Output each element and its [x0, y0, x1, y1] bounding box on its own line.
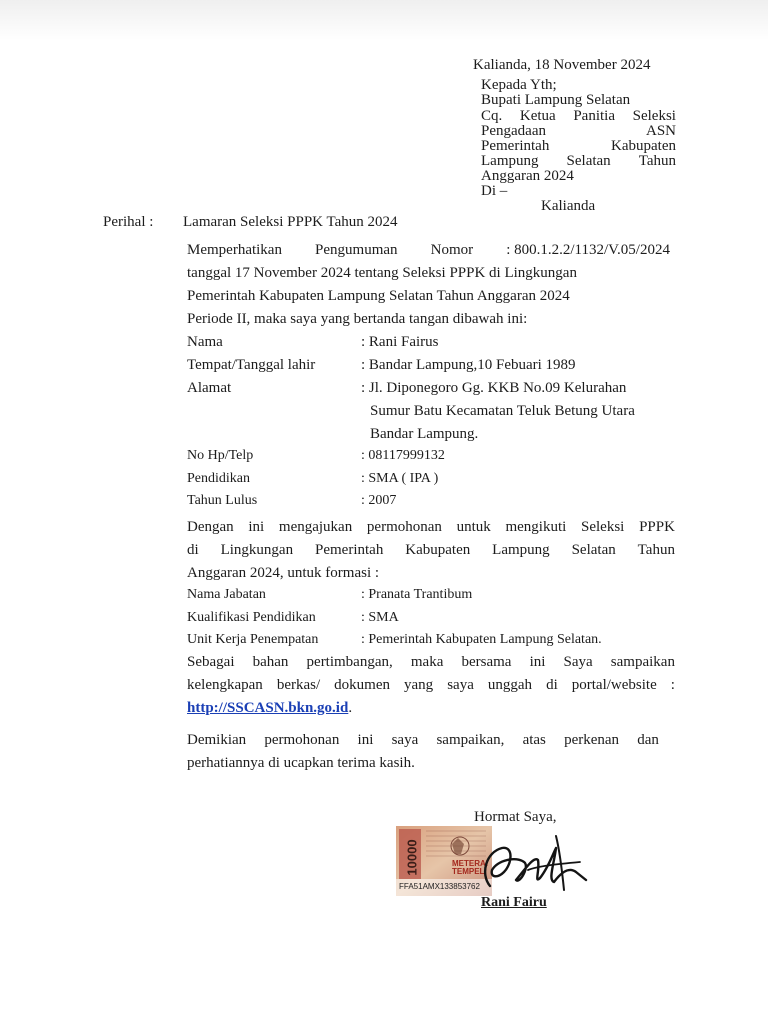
formation-value-jabatan: : Pranata Trantibum	[361, 587, 473, 602]
formation-label-kualifikasi: Kualifikasi Pendidikan	[187, 610, 316, 625]
field-value-lulus: : 2007	[361, 493, 397, 508]
field-value-pendidikan: : SMA ( IPA )	[361, 471, 439, 486]
field-value-alamat-cont: Sumur Batu Kecamatan Teluk Betung Utara	[370, 403, 635, 419]
addressee-line: Cq. Ketua Panitia Seleksi	[481, 108, 676, 124]
application-line: Dengan ini mengajukan permohonan untuk mengikuti Seleksi PPPK	[187, 519, 675, 535]
field-value-alamat: : Jl. Diponegoro Gg. KKB No.09 Kelurahan	[361, 380, 627, 396]
application-line: Anggaran 2024, untuk formasi :	[187, 565, 380, 581]
sscasn-link[interactable]: http://SSCASN.bkn.go.id	[187, 700, 349, 716]
field-value-alamat-cont: Bandar Lampung.	[370, 426, 479, 442]
addressee-line: Lampung Selatan Tahun	[481, 153, 676, 169]
scan-top-shadow	[0, 0, 768, 40]
field-label-hp: No Hp/Telp	[187, 448, 254, 463]
field-label-nama: Nama	[187, 334, 223, 350]
formation-label-jabatan: Nama Jabatan	[187, 587, 266, 602]
formation-label-unit: Unit Kerja Penempatan	[187, 632, 319, 647]
stamp-text: METERAI TEMPEL	[452, 859, 488, 876]
field-value-nama: : Rani Fairus	[361, 334, 439, 350]
addressee-line: Pengadaan ASN	[481, 123, 676, 139]
subject-label: Perihal :	[103, 214, 154, 230]
field-label-lulus: Tahun Lulus	[187, 493, 258, 508]
field-value-ttl: : Bandar Lampung,10 Febuari 1989	[361, 357, 576, 373]
stamp-value: 10000	[404, 839, 420, 876]
application-line: di Lingkungan Pemerintah Kabupaten Lampung Selatan Tahun	[187, 542, 675, 558]
intro-line: Periode II, maka saya yang bertanda tangan dibawah ini:	[187, 311, 528, 327]
signatory-name: Rani Fairu	[481, 895, 547, 910]
addressee-line: Kalianda	[541, 198, 596, 214]
consideration-line: Sebagai bahan pertimbangan, maka bersama ini Saya sampaikan	[187, 654, 675, 670]
closing-line: perhatiannya di ucapkan terima kasih.	[187, 755, 415, 771]
stamp-serial: FFA51AMX133853762	[399, 882, 480, 891]
addressee-line: Di –	[481, 183, 508, 199]
place-date: Kalianda, 18 November 2024	[473, 57, 651, 73]
formation-value-kualifikasi: : SMA	[361, 610, 399, 625]
intro-line: Pemerintah Kabupaten Lampung Selatan Tahun Anggaran 2024	[187, 288, 570, 304]
formation-value-unit: : Pemerintah Kabupaten Lampung Selatan.	[361, 632, 602, 647]
field-label-pendidikan: Pendidikan	[187, 471, 250, 486]
field-label-alamat: Alamat	[187, 380, 232, 396]
addressee-line: Pemerintah Kabupaten	[481, 138, 676, 154]
addressee-line: Anggaran 2024	[481, 168, 574, 184]
consideration-line: kelengkapan berkas/ dokumen yang saya unggah di portal/website :	[187, 677, 675, 693]
field-value-hp: : 08117999132	[361, 448, 445, 463]
field-label-ttl: Tempat/Tanggal lahir	[187, 357, 316, 373]
addressee-line: Bupati Lampung Selatan	[481, 92, 631, 108]
signature-greeting: Hormat Saya,	[474, 809, 557, 825]
closing-line: Demikian permohonan ini saya sampaikan, atas perkenan dan	[187, 732, 659, 748]
addressee-line: Kepada Yth;	[481, 77, 557, 93]
subject-value: Lamaran Seleksi PPPK Tahun 2024	[183, 214, 398, 230]
consideration-line: http://SSCASN.bkn.go.id.	[187, 700, 353, 716]
intro-line: tanggal 17 November 2024 tentang Seleksi PPPK di Lingkungan	[187, 265, 577, 281]
intro-line: Memperhatikan Pengumuman Nomor : 800.1.2.2/1132/V.05/2024	[187, 242, 670, 258]
